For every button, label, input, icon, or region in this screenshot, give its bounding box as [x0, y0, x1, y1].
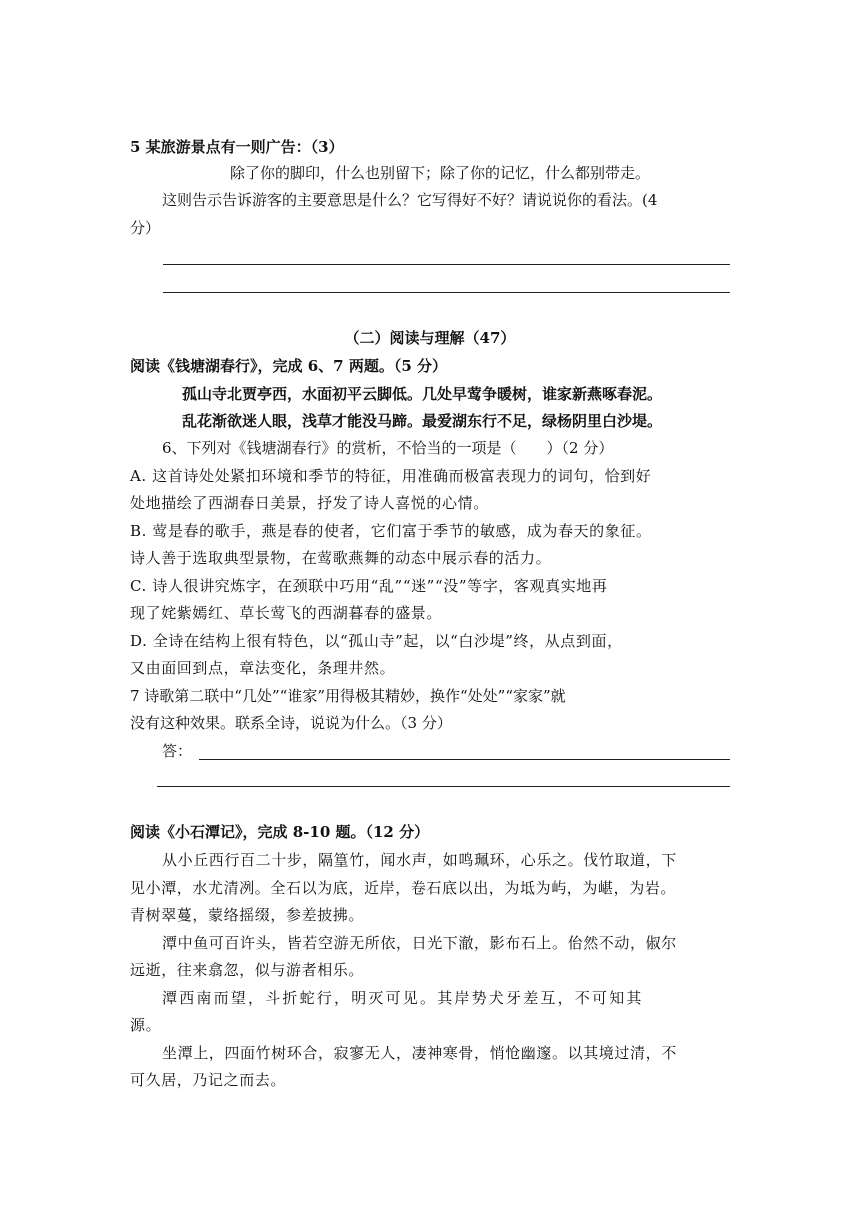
q6-option-b-cont: 诗人善于选取典型景物，在莺歌燕舞的动态中展示春的活力。 [130, 549, 552, 567]
q6-option-c: C. 诗人很讲究炼字，在颈联中巧用“乱”“迷”“没”等字，客观真实地再 [130, 577, 608, 595]
poem-line: 孤山寺北贾亭西，水面初平云脚低。几处早莺争暖树，谁家新燕啄春泥。 [182, 385, 663, 403]
q7-answer-label: 答： [162, 742, 193, 760]
prose-paragraph-line: 见小潭，水尤清冽。全石以为底，近岸，卷石底以出，为坻为屿，为嵁，为岩。 [130, 879, 677, 897]
prose-paragraph-line: 源。 [130, 1016, 162, 1034]
answer-line [199, 759, 730, 760]
q5-ad-text: 除了你的脚印，什么也别留下；除了你的记忆，什么都别带走。 [230, 164, 651, 182]
q6-option-b: B. 莺是春的歌手，燕是春的使者，它们富于季节的敏感，成为春天的象征。 [130, 522, 652, 540]
answer-line [163, 264, 730, 265]
q6-option-a: A. 这首诗处处紧扣环境和季节的特征，用准确而极富表现力的词句，恰到好 [130, 467, 652, 485]
q6-option-d-cont: 又由面回到点，章法变化，条理井然。 [130, 659, 396, 677]
prose-paragraph-line: 潭西南而望，斗折蛇行，明灭可见。其岸势犬牙差互，不可知其 [162, 989, 644, 1007]
q7-line1: 7 诗歌第二联中“几处”“谁家”用得极其精妙，换作“处处”“家家”就 [130, 687, 566, 705]
q5-title: 5 某旅游景点有一则广告：（3） [130, 138, 344, 156]
prose-paragraph-line: 青树翠蔓，蒙络摇缀，参差披拂。 [130, 906, 365, 924]
q6-option-d: D. 全诗在结构上很有特色，以“孤山寺”起，以“白沙堤”终，从点到面， [130, 632, 623, 650]
prose-intro: 阅读《小石潭记》，完成 8-10 题。（12 分） [130, 823, 430, 841]
answer-line [157, 786, 730, 787]
poem-line: 乱花渐欲迷人眼，浅草才能没马蹄。最爱湖东行不足，绿杨阴里白沙堤。 [182, 412, 663, 430]
q5-question-line1: 这则告示告诉游客的主要意思是什么？它写得好不好？请说说你的看法。(4 [162, 191, 658, 209]
section-heading: （二）阅读与理解（47） [344, 329, 516, 347]
prose-paragraph-line: 远逝，往来翕忽，似与游者相乐。 [130, 961, 365, 979]
prose-paragraph-line: 从小丘西行百二十步，隔篁竹，闻水声，如鸣珮环，心乐之。伐竹取道，下 [162, 851, 677, 869]
prose-paragraph-line: 潭中鱼可百许头，皆若空游无所依，日光下澈，影布石上。佁然不动，俶尔 [162, 934, 677, 952]
q5-question-line2: 分） [130, 219, 161, 237]
q7-line2: 没有这种效果。联系全诗，说说为什么。（3 分） [130, 714, 452, 732]
prose-paragraph-line: 坐潭上，四面竹树环合，寂寥无人，凄神寒骨，悄怆幽邃。以其境过清，不 [162, 1044, 677, 1062]
poem-intro: 阅读《钱塘湖春行》，完成 6、7 两题。（5 分） [130, 357, 447, 375]
answer-line [163, 292, 730, 293]
prose-paragraph-line: 可久居，乃记之而去。 [130, 1071, 287, 1089]
q6-stem: 6、下列对《钱塘湖春行》的赏析，不恰当的一项是（ ）（2 分） [162, 439, 614, 457]
q6-option-a-cont: 处地描绘了西湖春日美景，抒发了诗人喜悦的心情。 [130, 494, 489, 512]
q6-option-c-cont: 现了姹紫嫣红、草长莺飞的西湖暮春的盛景。 [130, 604, 443, 622]
